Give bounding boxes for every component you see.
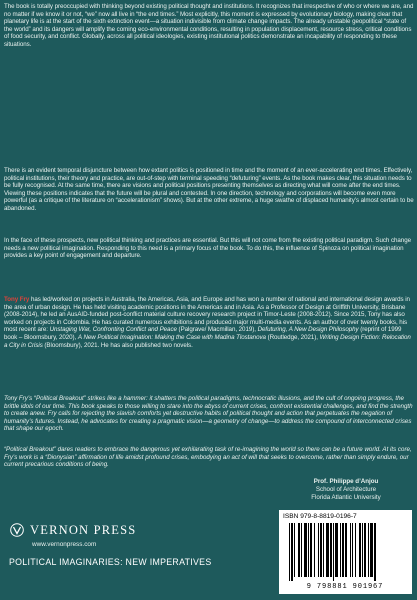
endorser-department: School of Architecture bbox=[315, 485, 377, 493]
endorser-signature bbox=[278, 478, 414, 501]
author-name: Tony Fry bbox=[4, 296, 30, 303]
book-title-4: Writing Design Fiction: Relocation a City in Crisis bbox=[4, 333, 411, 349]
bio-text-b: (Palgrave/ Macmillan, 2019), bbox=[176, 326, 258, 334]
bio-text-c: (reprint of 1999 book – Bloomsbury, 2020), bbox=[4, 326, 402, 341]
series-title: POLITICAL IMAGINARIES: NEW IMPERATIVES bbox=[9, 557, 212, 567]
bio-text-a: has led/worked on projects in Australia, the Americas, Asia, and Europe and has won a number of national and international design awards in the area of urban design. He has held visiting academic positions in the Americas and in Asia. As a Professor of Design at Griffith University, Brisbane (2008-2014), he led an AusAID-funded post-conflict material culture recovery research project in Timor-Leste (2008-2012). Since 2015, Tony has also worked on projects in Colombia. He has curated numerous exhibitions and produced major multi-media events. As an author of over twenty books, his most recent are: bbox=[4, 296, 410, 334]
synopsis-paragraph-2: There is an evident temporal disjuncture between how extant politics is positioned in time and the moment of an ever-accelerating end times. Effectively, political institutions, their theory and practice, are out-of-step with terminal speeding “defuturing” events. As the book makes clear, this situation needs to be fully recognised. At the same time, there are visions and political positions presenting themselves as directing what will come after the end times. Viewing these positions indicates that the future will be plural and contested. In one direction, technology and corporations will become even more powerful (as a critique of the literature on “accelerationism” shows). But at the other extreme, a huge swathe of displaced humanity’s almost certain to be abandoned. bbox=[4, 167, 414, 212]
vernon-press-logo-icon bbox=[10, 523, 24, 537]
barcode-digits: 9 798881 901967 bbox=[306, 583, 384, 591]
book-title-3: A New Political Imagination: Making the Case with Madina Tlostanova bbox=[77, 333, 266, 341]
synopsis-paragraph-3: In the face of these prospects, new political thinking and practices are essential. But this will not come from the existing political paradigm. Such change needs a new political imagination. Responding to this need is a primary focus of the book. To do this, the influence of Spinoza on political imagination provides a key point of engagement and departure. bbox=[4, 237, 411, 260]
book-title-2: Defuturing, A New Design Philosophy bbox=[257, 326, 359, 334]
publisher-url[interactable]: www.vernonpress.com bbox=[32, 541, 97, 548]
bio-text-e: (Bloomsbury), 2021. He has also published two novels. bbox=[42, 341, 193, 349]
author-bio bbox=[4, 296, 414, 349]
endorsement-quote-2: “Political Breakout” dares readers to embrace the dangerous yet exhilarating task of re-imagining the world so there can be a future world. At its core, Fry’s work is a “Dionysian” affirmation of life amidst profound crises, embodying an act of will that seeks to overcome, rather than simply endure, our current precarious conditions of being. bbox=[4, 446, 412, 469]
bio-text-d: (Routledge, 2021), bbox=[265, 333, 320, 341]
synopsis-paragraph-1: The book is totally preoccupied with thinking beyond existing political thought and institutions. It recognizes that irrespective of who or where we are, and no matter if we know it or not, “we” now all live in “the end times.” Most explicitly, this moment is expressed by evolutionary biology, making clear that planetary life is at the start of the sixth extinction event—a situation indivisible from climate change impacts. The already unstable geopolitical “state of the world” and its dangers will amplify the coming eco-environmental conditions, resulting in population displacement, resource stress, critical conditions of food security, and conflict. Globally, across all political ideologies, existing institutional politics demonstrate an incapability of responding to these situations. bbox=[4, 3, 414, 48]
barcode-panel bbox=[279, 510, 412, 594]
endorser-university: Florida Atlantic University bbox=[311, 493, 381, 501]
endorser-name: Prof. Philippe d’Anjou bbox=[313, 478, 379, 485]
publisher-block bbox=[10, 523, 260, 567]
endorsement-quote-1: Tony Fry’s “Political Breakout” strikes like a hammer: it shatters the political paradigms, technocratic illusions, and the cult of ongoing progress, the brittle idols of our time. This book speaks to those willing to stare into the abyss of current crises, confront existential challenges, and find the strength to create anew. Fry calls for rejecting the slavish comforts yet destructive habits of political thought and action that perpetuates the negation of humanity’s futures. Instead, he advocates for creating a pragmatic vision—a geometry of change—to address the compound of interconnected crises that shape our epoch. bbox=[4, 395, 413, 433]
publisher-name: VERNON PRESS bbox=[30, 522, 137, 537]
book-title-1: Unstaging War, Confronting Conflict and Peace bbox=[49, 326, 177, 334]
isbn-label: ISBN 979-8-8819-0196-7 bbox=[283, 513, 357, 520]
barcode-icon bbox=[283, 523, 408, 581]
